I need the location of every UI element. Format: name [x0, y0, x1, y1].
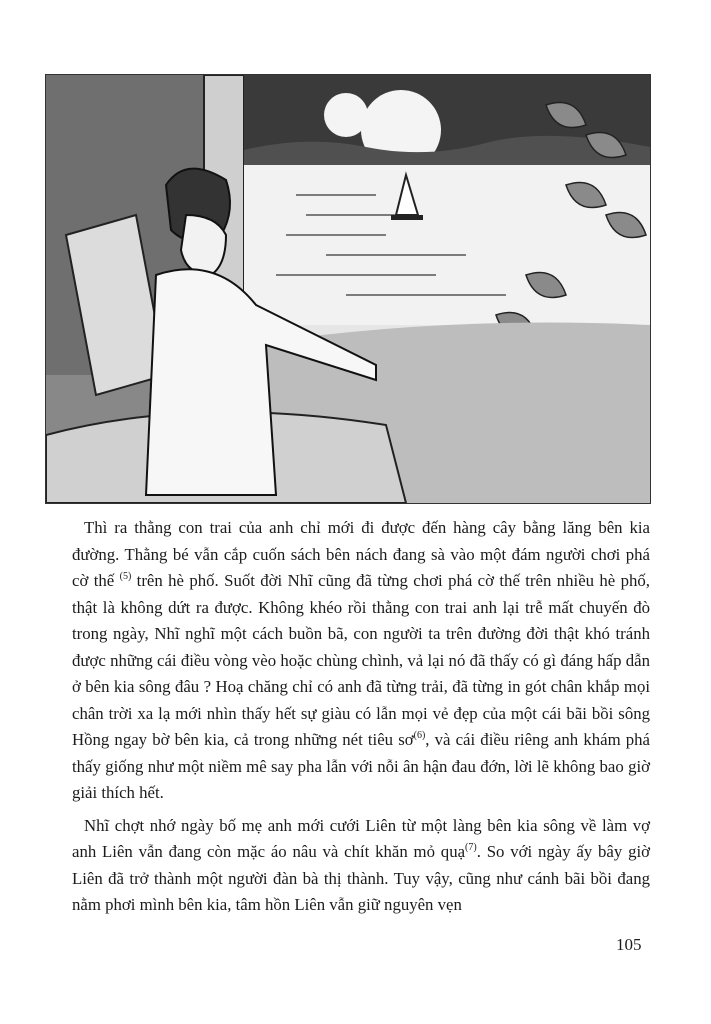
page-number: 105: [616, 935, 642, 954]
footnote-ref-5: (5): [119, 571, 132, 582]
paragraph-2: Nhĩ chợt nhớ ngày bố mẹ anh mới cưới Liên từ một làng bên kia sông về làm vợ anh Liên vẫn đang còn mặc áo nâu và chít khăn mỏ quạ$^{(7)}$. So với ngày ấy bây giờ Liên đã trở thành một người đàn bà thị thành. Tuy vậy, cũng như cánh bãi bồi đang nằm phơi mình bên kia, tâm hồn Liên vẫn giữ nguyên vẹn: [72, 815, 650, 914]
window-river-scene-illustration: [46, 75, 650, 503]
paragraph-1: Thì ra thằng con trai của anh chỉ mới đi được đến hàng cây bằng lăng bên kia đường. Thằng bé vẫn cắp cuốn sách bên nách đang sà vào một đám người chơi phá cờ thế $^{(5)}$ trên hè phố. Suốt đời Nhĩ cũng đã từng chơi phá cờ thế trên nhiều hè phố, thật là không dứt ra được. Không khéo rồi thằng con trai anh lại trễ mất chuyến đò trong ngày, Nhĩ nghĩ một cách buồn bã, con người ta trên đường đời thật khó tránh được những cái điều vòng vèo hoặc chùng chình, vả lại nó đã thấy có gì đáng hấp dẫn ở bên kia sông đâu ? Hoạ chăng chỉ có anh đã từng trải, đã từng in gót chân khắp mọi chân trời xa lạ mới nhìn thấy hết sự giàu có lẫn mọi vẻ đẹp của một cái bãi bồi sông Hồng ngay bờ bên kia, cả trong những nét tiêu $sơ^{(6)}$, và cái điều riêng anh khám phá thấy giống như một niềm mê say pha lẫn với nỗi ân hận đau đớn, lời lẽ không bao giờ giải thích hết.: [72, 518, 651, 802]
footnote-ref-6: (6): [413, 730, 426, 741]
illustration-frame: [45, 74, 651, 504]
body-text: [72, 515, 650, 919]
footnote-ref-7: (7): [465, 842, 477, 853]
